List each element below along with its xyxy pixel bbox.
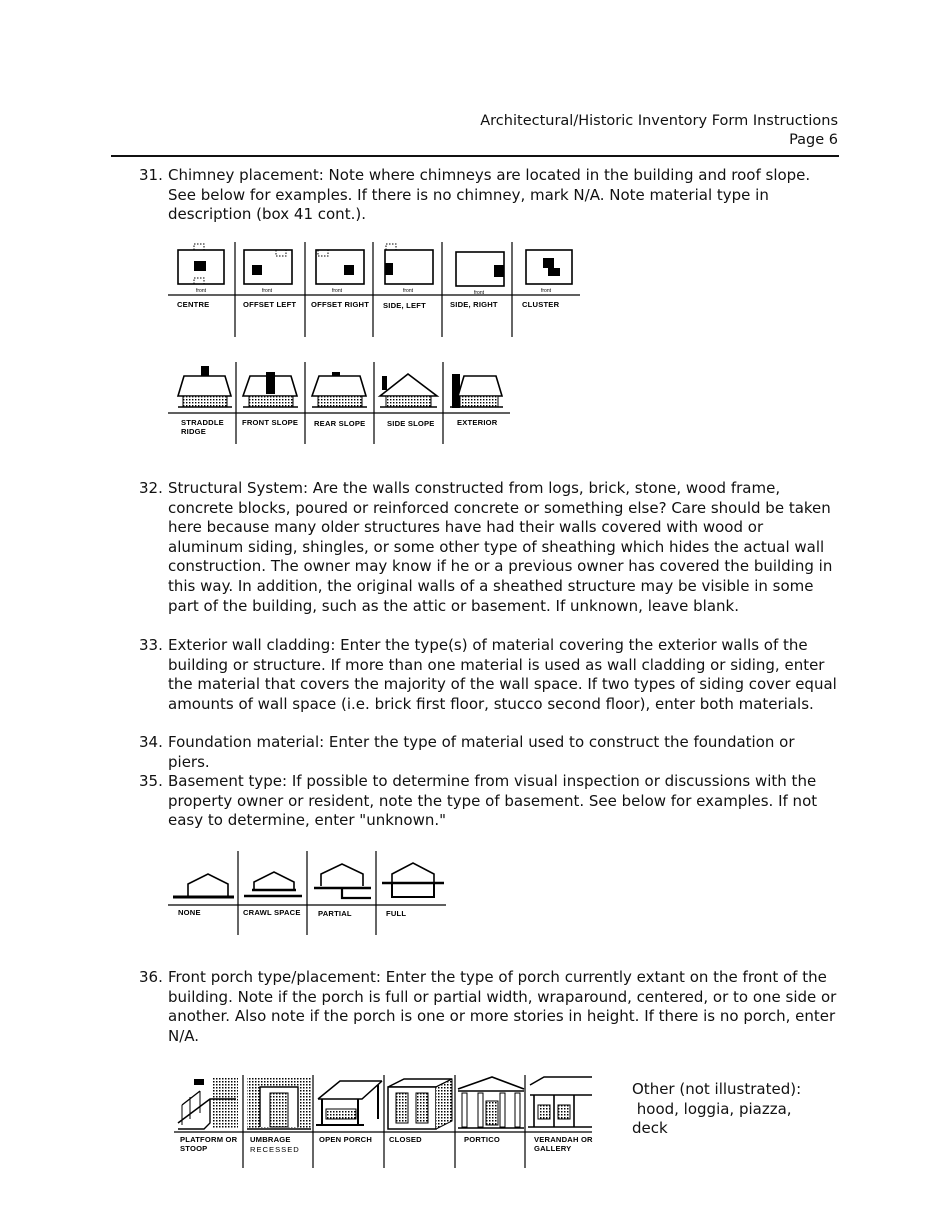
other-porch-types: [632, 1080, 801, 1139]
item-text: Structural System: Are the walls constructed from logs, brick, stone, wood frame, concrete blocks, poured or reinforced concrete or something else? Care should be taken here because many older structures have had their walls covered with wood or aluminum siding, shingles, or some other type of sheathing which hides the actual wall construction. The owner may know if he or a previous owner has covered the building in this way. In addition, the original walls of a sheathed structure may be visible in some part of the building, such as the attic or basement. If unknown, leave blank.: [168, 479, 833, 615]
basement-none: [173, 874, 234, 897]
plan-offset-right: [316, 250, 364, 284]
elev-side-slope: [380, 374, 437, 407]
label-recessed: RECESSED: [250, 1145, 300, 1154]
porch-platform: [178, 1077, 238, 1129]
item-number: 34.: [139, 733, 163, 751]
item-text: Foundation material: Enter the type of material used to construct the foundation or piers.: [168, 733, 795, 771]
page-header: [480, 112, 838, 150]
chimney-plan-diagram: [168, 240, 588, 340]
porch-umbrage: [247, 1077, 311, 1129]
porch-verandah: [528, 1077, 592, 1127]
porch-open: [316, 1081, 382, 1125]
label-straddle: STRADDLE: [181, 418, 224, 427]
item-number: 32.: [139, 479, 163, 497]
label-rear-slope: REAR SLOPE: [314, 419, 366, 428]
plan-cluster: [526, 250, 572, 284]
item-33: [139, 636, 839, 714]
item-36: [139, 968, 839, 1046]
item-34: [139, 733, 839, 772]
item-31: [139, 166, 839, 225]
front-label: front: [403, 288, 414, 294]
label-side-right: SIDE, RIGHT: [450, 300, 498, 309]
other-line: hood, loggia, piazza,: [632, 1099, 792, 1118]
other-heading: Other (not illustrated):: [632, 1080, 802, 1098]
label-side-slope: SIDE SLOPE: [387, 419, 435, 428]
elev-exterior: [450, 374, 503, 408]
porch-closed: [388, 1079, 452, 1129]
label-open-porch: OPEN PORCH: [319, 1135, 373, 1144]
page-number: Page 6: [789, 132, 838, 148]
item-number: 33.: [139, 636, 163, 654]
label-offset-left: OFFSET LEFT: [243, 300, 297, 309]
label-cluster: CLUSTER: [522, 300, 560, 309]
label-full: FULL: [386, 909, 407, 918]
label-front-slope: FRONT SLOPE: [242, 418, 299, 427]
elev-front-slope: [243, 372, 298, 407]
label-umbrage: UMBRAGE: [250, 1135, 291, 1144]
item-text: Basement type: If possible to determine from visual inspection or discussions with the property owner or resident, note the type of basement. See below for examples. If not easy to determine, enter "unknown.": [168, 772, 818, 830]
basement-diagram: [168, 850, 450, 936]
item-number: 36.: [139, 968, 163, 986]
item-text: Front porch type/placement: Enter the type of porch currently extant on the front of the building. Note if the porch is full or partial width, wraparound, centered, or to one side or another. Also note if the porch is one or more stories in height. If there is no porch, enter N/A.: [168, 968, 837, 1045]
front-label: front: [541, 288, 552, 294]
label-stoop: STOOP: [180, 1144, 208, 1153]
front-label: front: [262, 288, 273, 294]
plan-offset-left: [244, 250, 292, 284]
label-offset-right: OFFSET RIGHT: [311, 300, 370, 309]
basement-full: [382, 863, 444, 897]
item-35: [139, 772, 839, 831]
basement-partial: [314, 864, 371, 898]
elev-straddle-ridge: [178, 366, 232, 407]
label-portico: PORTICO: [464, 1135, 500, 1144]
header-rule: [111, 155, 839, 157]
chimney-elevation-diagram: [168, 360, 518, 445]
label-verandah-or: VERANDAH OR: [534, 1135, 593, 1144]
front-label: front: [474, 290, 485, 296]
front-label: front: [196, 288, 207, 294]
item-number: 31.: [139, 166, 163, 184]
item-number: 35.: [139, 772, 163, 790]
basement-crawl-space: [244, 872, 302, 896]
front-label: front: [332, 288, 343, 294]
label-crawl-space: CRAWL SPACE: [243, 908, 301, 917]
label-partial: PARTIAL: [318, 909, 352, 918]
label-none: NONE: [178, 908, 201, 917]
label-platform-or: PLATFORM OR: [180, 1135, 238, 1144]
porch-portico: [458, 1077, 524, 1128]
item-text: Chimney placement: Note where chimneys are located in the building and roof slope. See below for examples. If there is no chimney, mark N/A. Note material type in description (box 41 cont.).: [168, 166, 811, 224]
label-ridge: RIDGE: [181, 427, 207, 436]
plan-centre: [178, 244, 224, 284]
plan-side-right: [456, 252, 504, 286]
label-closed: CLOSED: [389, 1135, 422, 1144]
document-title: Architectural/Historic Inventory Form Instructions: [480, 113, 838, 129]
label-side-left: SIDE, LEFT: [383, 301, 426, 310]
elev-rear-slope: [312, 372, 367, 407]
item-32: [139, 479, 839, 616]
item-text: Exterior wall cladding: Enter the type(s) of material covering the exterior walls of the building or structure. If more than one material is used as wall cladding or siding, enter the material that covers the majority of the wall space. If two types of siding cover equal amounts of wall space (i.e. brick first floor, stucco second floor), enter both materials.: [168, 636, 837, 713]
porch-diagram: [174, 1075, 594, 1170]
other-line: deck: [632, 1119, 668, 1138]
label-centre: CENTRE: [177, 300, 210, 309]
label-gallery: GALLERY: [534, 1144, 572, 1153]
label-exterior: EXTERIOR: [457, 418, 498, 427]
plan-side-left: [385, 244, 433, 284]
